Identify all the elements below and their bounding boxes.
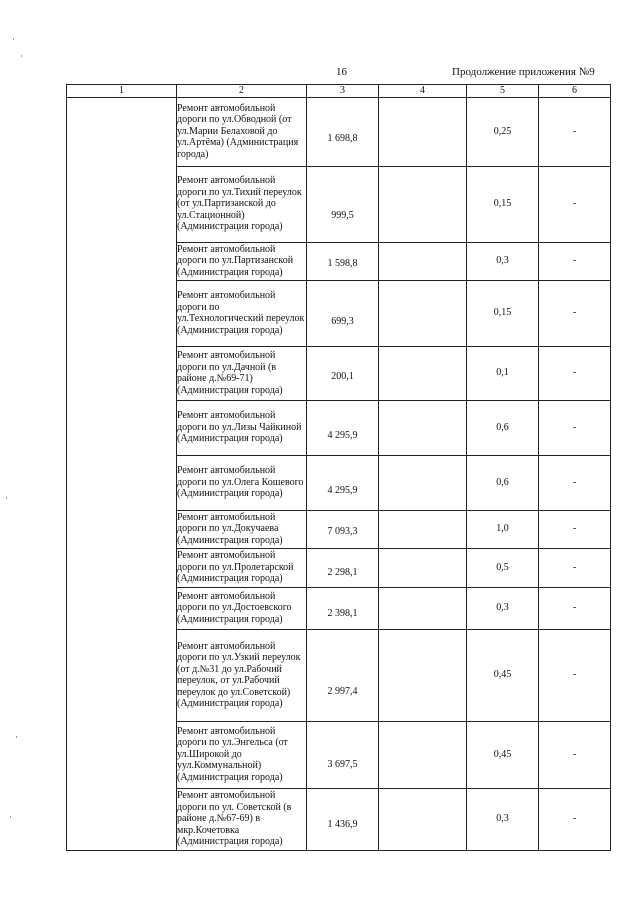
column-6-cell: - xyxy=(539,400,611,455)
sum-cell: 999,5 xyxy=(307,166,379,242)
name-cell: Ремонт автомобильной дороги по ул.Лизы Чайкиной (Администрация города) xyxy=(177,400,307,455)
column-header-2: 2 xyxy=(177,85,307,98)
column-6-cell: - xyxy=(539,166,611,242)
column-6-cell: - xyxy=(539,455,611,510)
column-1-cell xyxy=(67,97,177,850)
sum-cell: 1 598,8 xyxy=(307,242,379,280)
column-header-6: 6 xyxy=(539,85,611,98)
data-table xyxy=(66,84,611,851)
name-cell: Ремонт автомобильной дороги по ул.Тихий переулок (от ул.Партизанской до ул.Стационной) (Администрация города) xyxy=(177,166,307,242)
name-cell: Ремонт автомобильной дороги по ул.Энгельса (от ул.Широкой до уул.Коммунальной) (Администрация города) xyxy=(177,721,307,788)
sum-cell: 200,1 xyxy=(307,346,379,400)
length-cell: 0,15 xyxy=(467,280,539,346)
name-cell: Ремонт автомобильной дороги по ул.Обводной (от ул.Марии Белаховой до ул.Артёма) (Администрация города) xyxy=(177,97,307,166)
sum-cell: 2 398,1 xyxy=(307,587,379,629)
column-6-cell: - xyxy=(539,97,611,166)
sum-cell: 4 295,9 xyxy=(307,400,379,455)
column-header-5: 5 xyxy=(467,85,539,98)
column-header-3: 3 xyxy=(307,85,379,98)
column-4-cell xyxy=(379,629,467,721)
column-4-cell xyxy=(379,510,467,548)
column-4-cell xyxy=(379,788,467,850)
sum-cell: 699,3 xyxy=(307,280,379,346)
column-4-cell xyxy=(379,280,467,346)
column-4-cell xyxy=(379,721,467,788)
length-cell: 0,6 xyxy=(467,400,539,455)
column-6-cell: - xyxy=(539,548,611,587)
length-cell: 0,5 xyxy=(467,548,539,587)
length-cell: 0,3 xyxy=(467,587,539,629)
sum-cell: 1 698,8 xyxy=(307,97,379,166)
sum-cell: 1 436,9 xyxy=(307,788,379,850)
continuation-label: Продолжение приложения №9 xyxy=(452,66,595,78)
column-6-cell: - xyxy=(539,280,611,346)
scan-speck xyxy=(21,55,22,57)
name-cell: Ремонт автомобильной дороги по ул.Докучаева (Администрация города) xyxy=(177,510,307,548)
sum-cell: 4 295,9 xyxy=(307,455,379,510)
scan-speck xyxy=(13,38,14,40)
name-cell: Ремонт автомобильной дороги по ул.Пролетарской (Администрация города) xyxy=(177,548,307,587)
sum-cell: 3 697,5 xyxy=(307,721,379,788)
column-4-cell xyxy=(379,548,467,587)
name-cell: Ремонт автомобильной дороги по ул.Олега Кошевого (Администрация города) xyxy=(177,455,307,510)
length-cell: 0,25 xyxy=(467,97,539,166)
column-4-cell xyxy=(379,400,467,455)
column-4-cell xyxy=(379,166,467,242)
name-cell: Ремонт автомобильной дороги по ул.Достоевского (Администрация города) xyxy=(177,587,307,629)
sum-cell: 2 997,4 xyxy=(307,629,379,721)
column-6-cell: - xyxy=(539,629,611,721)
length-cell: 0,15 xyxy=(467,166,539,242)
column-4-cell xyxy=(379,242,467,280)
length-cell: 0,45 xyxy=(467,721,539,788)
page-number: 16 xyxy=(336,66,347,78)
name-cell: Ремонт автомобильной дороги по ул.Партизанской (Администрация города) xyxy=(177,242,307,280)
name-cell: Ремонт автомобильной дороги по ул. Советской (в районе д.№67-69) в мкр.Кочетовка (Администрация города) xyxy=(177,788,307,850)
length-cell: 0,3 xyxy=(467,788,539,850)
length-cell: 0,45 xyxy=(467,629,539,721)
table-row xyxy=(67,97,611,166)
name-cell: Ремонт автомобильной дороги по ул.Дачной (в районе д.№69-71) (Администрация города) xyxy=(177,346,307,400)
column-header-4: 4 xyxy=(379,85,467,98)
length-cell: 0,3 xyxy=(467,242,539,280)
header-row xyxy=(67,85,611,98)
name-cell: Ремонт автомобильной дороги по ул.Узкий переулок (от д.№31 до ул.Рабочий переулок, от ул.Рабочий переулок до ул.Советской) (Администрация города) xyxy=(177,629,307,721)
length-cell: 0,6 xyxy=(467,455,539,510)
length-cell: 1,0 xyxy=(467,510,539,548)
column-header-1: 1 xyxy=(67,85,177,98)
column-6-cell: - xyxy=(539,346,611,400)
column-6-cell: - xyxy=(539,242,611,280)
length-cell: 0,1 xyxy=(467,346,539,400)
column-4-cell xyxy=(379,346,467,400)
column-6-cell: - xyxy=(539,510,611,548)
sum-cell: 7 093,3 xyxy=(307,510,379,548)
column-6-cell: - xyxy=(539,788,611,850)
column-4-cell xyxy=(379,587,467,629)
column-6-cell: - xyxy=(539,721,611,788)
column-4-cell xyxy=(379,97,467,166)
column-6-cell: - xyxy=(539,587,611,629)
sum-cell: 2 298,1 xyxy=(307,548,379,587)
column-4-cell xyxy=(379,455,467,510)
scan-speck xyxy=(16,736,17,738)
scan-speck xyxy=(10,816,11,818)
scan-speck xyxy=(6,497,7,499)
name-cell: Ремонт автомобильной дороги по ул.Технологический переулок (Администрация города) xyxy=(177,280,307,346)
